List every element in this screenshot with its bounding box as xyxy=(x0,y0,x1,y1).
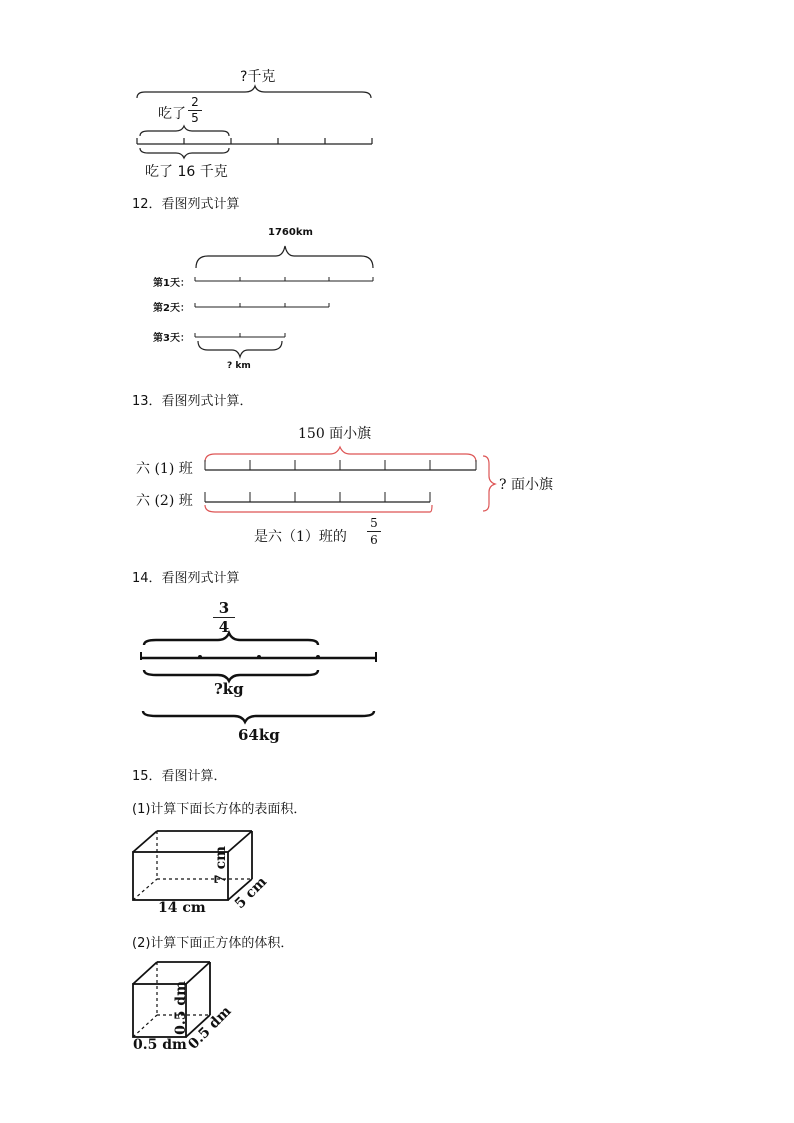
q11-ate-label: 吃了 xyxy=(158,106,186,122)
q14-frac-num: 3 xyxy=(218,599,230,617)
q12-day1: 第1天： xyxy=(153,278,190,289)
q13-class2: 六 (2) 班 xyxy=(136,493,193,509)
q12-title: 12．看图列式计算 xyxy=(132,197,240,212)
q13-bottom-label: 是六（1）班的 xyxy=(254,529,347,545)
q11-total-label: ?千克 xyxy=(240,69,276,85)
q13-frac-num: 5 xyxy=(370,516,378,530)
q15-box1-length: 14 cm xyxy=(158,900,206,916)
q14-total-label: 64kg xyxy=(238,726,280,744)
q14-question-label: ?kg xyxy=(214,680,244,698)
q11-frac-num: 2 xyxy=(191,95,199,109)
q12-total-label: 1760km xyxy=(268,227,313,238)
q14-title: 14．看图列式计算 xyxy=(132,571,240,586)
q11-frac-den: 5 xyxy=(191,111,199,125)
q13-frac-den: 6 xyxy=(370,533,378,547)
q15-cube-width: 0.5 dm xyxy=(185,1003,235,1053)
q15-title: 15．看图计算． xyxy=(132,769,227,784)
q11-bottom-label: 吃了 16 千克 xyxy=(145,164,228,180)
q14-frac-den: 4 xyxy=(218,618,230,636)
q15-box1-width: 5 cm xyxy=(231,873,271,913)
q15-sub1: (1)计算下面长方体的表面积． xyxy=(132,802,307,817)
q15-cube-length: 0.5 dm xyxy=(133,1037,187,1053)
q12-day3: 第3天： xyxy=(153,333,190,344)
q15-sub2: (2)计算下面正方体的体积． xyxy=(132,936,294,951)
q12-question-label: ? km xyxy=(227,361,251,371)
q15-box1-height: 7 cm xyxy=(212,846,229,884)
q15-cube-height: 0.5 dm xyxy=(172,981,189,1035)
q13-top-label: 150 面小旗 xyxy=(298,426,372,442)
q13-right-label: ? 面小旗 xyxy=(499,477,553,493)
q12-day2: 第2天： xyxy=(153,303,190,314)
q13-title: 13．看图列式计算． xyxy=(132,394,253,409)
q13-class1: 六 (1) 班 xyxy=(136,461,193,477)
